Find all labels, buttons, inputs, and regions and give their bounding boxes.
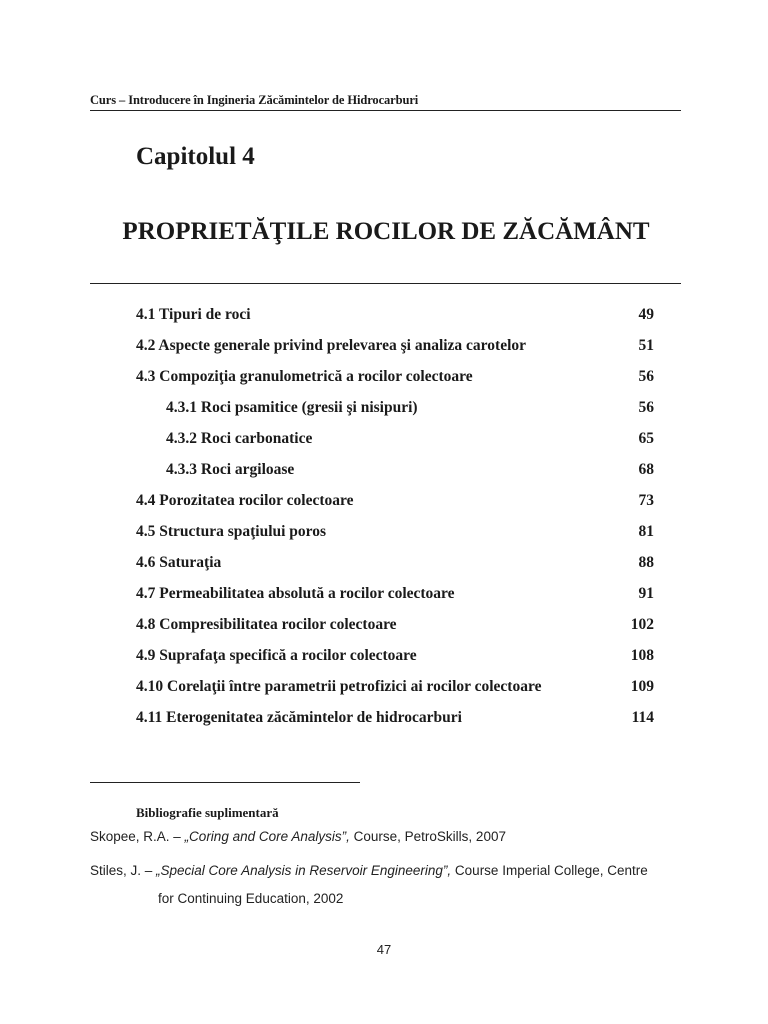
toc-entry[interactable] — [136, 613, 656, 644]
reference-author: Stiles, J. – — [90, 863, 157, 878]
toc-entry-label: 4.3 Compoziţia granulometrică a rocilor colectoare — [136, 368, 473, 385]
toc-entry-label: 4.7 Permeabilitatea absolută a rocilor colectoare — [136, 585, 455, 602]
toc-entry-page: 56 — [638, 368, 654, 385]
toc-subentry[interactable] — [136, 458, 656, 489]
page-number: 47 — [376, 942, 392, 957]
toc-entry[interactable] — [136, 551, 656, 582]
reference-title: „Special Core Analysis in Reservoir Engineering”, — [156, 863, 452, 878]
toc-entry-label: 4.3.1 Roci psamitice (gresii şi nisipuri) — [166, 399, 418, 416]
bibliography-heading: Bibliografie suplimentară — [136, 805, 279, 820]
toc-entry-page: 114 — [631, 709, 654, 726]
toc-entry-page: 88 — [638, 554, 654, 571]
toc-entry-label: 4.10 Corelaţii între parametrii petrofizici ai rocilor colectoare — [136, 678, 542, 695]
bibliography-reference — [90, 857, 690, 913]
toc-entry-page: 65 — [638, 430, 654, 447]
reference-title: „Coring and Core Analysis”, — [184, 829, 350, 844]
toc-entry-label: 4.5 Structura spaţiului poros — [136, 523, 327, 540]
toc-entry-page: 109 — [630, 678, 654, 695]
toc-entry-page: 108 — [630, 647, 654, 664]
reference-details: Course Imperial College, Centre — [451, 863, 648, 878]
reference-author: Skopee, R.A. – — [90, 829, 185, 844]
toc-entry[interactable] — [136, 706, 656, 737]
toc-entry[interactable] — [136, 489, 656, 520]
header-divider — [90, 110, 681, 111]
toc-entry-label: 4.9 Suprafaţa specifică a rocilor colectoare — [136, 647, 417, 664]
title-divider — [90, 283, 681, 284]
toc-entry-label: 4.6 Saturaţia — [136, 554, 222, 571]
toc-entry[interactable] — [136, 334, 656, 365]
toc-entry-page: 102 — [630, 616, 654, 633]
toc-entry-label: 4.1 Tipuri de roci — [136, 306, 251, 323]
toc-entry-page: 73 — [638, 492, 654, 509]
bibliography-reference — [90, 829, 506, 844]
toc-entry[interactable] — [136, 365, 656, 396]
reference-details: Course, PetroSkills, 2007 — [349, 829, 506, 844]
running-header: Curs – Introducere în Ingineria Zăcămintelor de Hidrocarburi — [90, 93, 419, 107]
toc-subentry[interactable] — [136, 427, 656, 458]
toc-entry-label: 4.4 Porozitatea rocilor colectoare — [136, 492, 354, 509]
chapter-label: Capitolul 4 — [136, 143, 255, 170]
toc-entry-label: 4.3.2 Roci carbonatice — [166, 430, 313, 447]
toc-entry[interactable] — [136, 644, 656, 675]
toc-entry-page: 81 — [638, 523, 654, 540]
toc-subentry[interactable] — [136, 396, 656, 427]
chapter-title: PROPRIETĂŢILE ROCILOR DE ZĂCĂMÂNT — [122, 218, 650, 245]
reference-continuation: for Continuing Education, 2002 — [158, 891, 344, 906]
toc-entry-page: 51 — [638, 337, 654, 354]
toc-entry-page: 91 — [638, 585, 654, 602]
toc-entry-label: 4.3.3 Roci argiloase — [166, 461, 295, 478]
toc-entry-label: 4.11 Eterogenitatea zăcămintelor de hidrocarburi — [136, 709, 462, 726]
toc-entry[interactable] — [136, 520, 656, 551]
toc-entry[interactable] — [136, 303, 656, 334]
toc-entry-page: 56 — [638, 399, 654, 416]
toc-entry-page: 68 — [638, 461, 654, 478]
footnote-divider — [90, 782, 360, 783]
toc-entry-label: 4.8 Compresibilitatea rocilor colectoare — [136, 616, 397, 633]
table-of-contents — [136, 303, 656, 737]
toc-entry-label: 4.2 Aspecte generale privind prelevarea şi analiza carotelor — [136, 337, 527, 354]
toc-entry[interactable] — [136, 675, 656, 706]
toc-entry-page: 49 — [638, 306, 654, 323]
toc-entry[interactable] — [136, 582, 656, 613]
